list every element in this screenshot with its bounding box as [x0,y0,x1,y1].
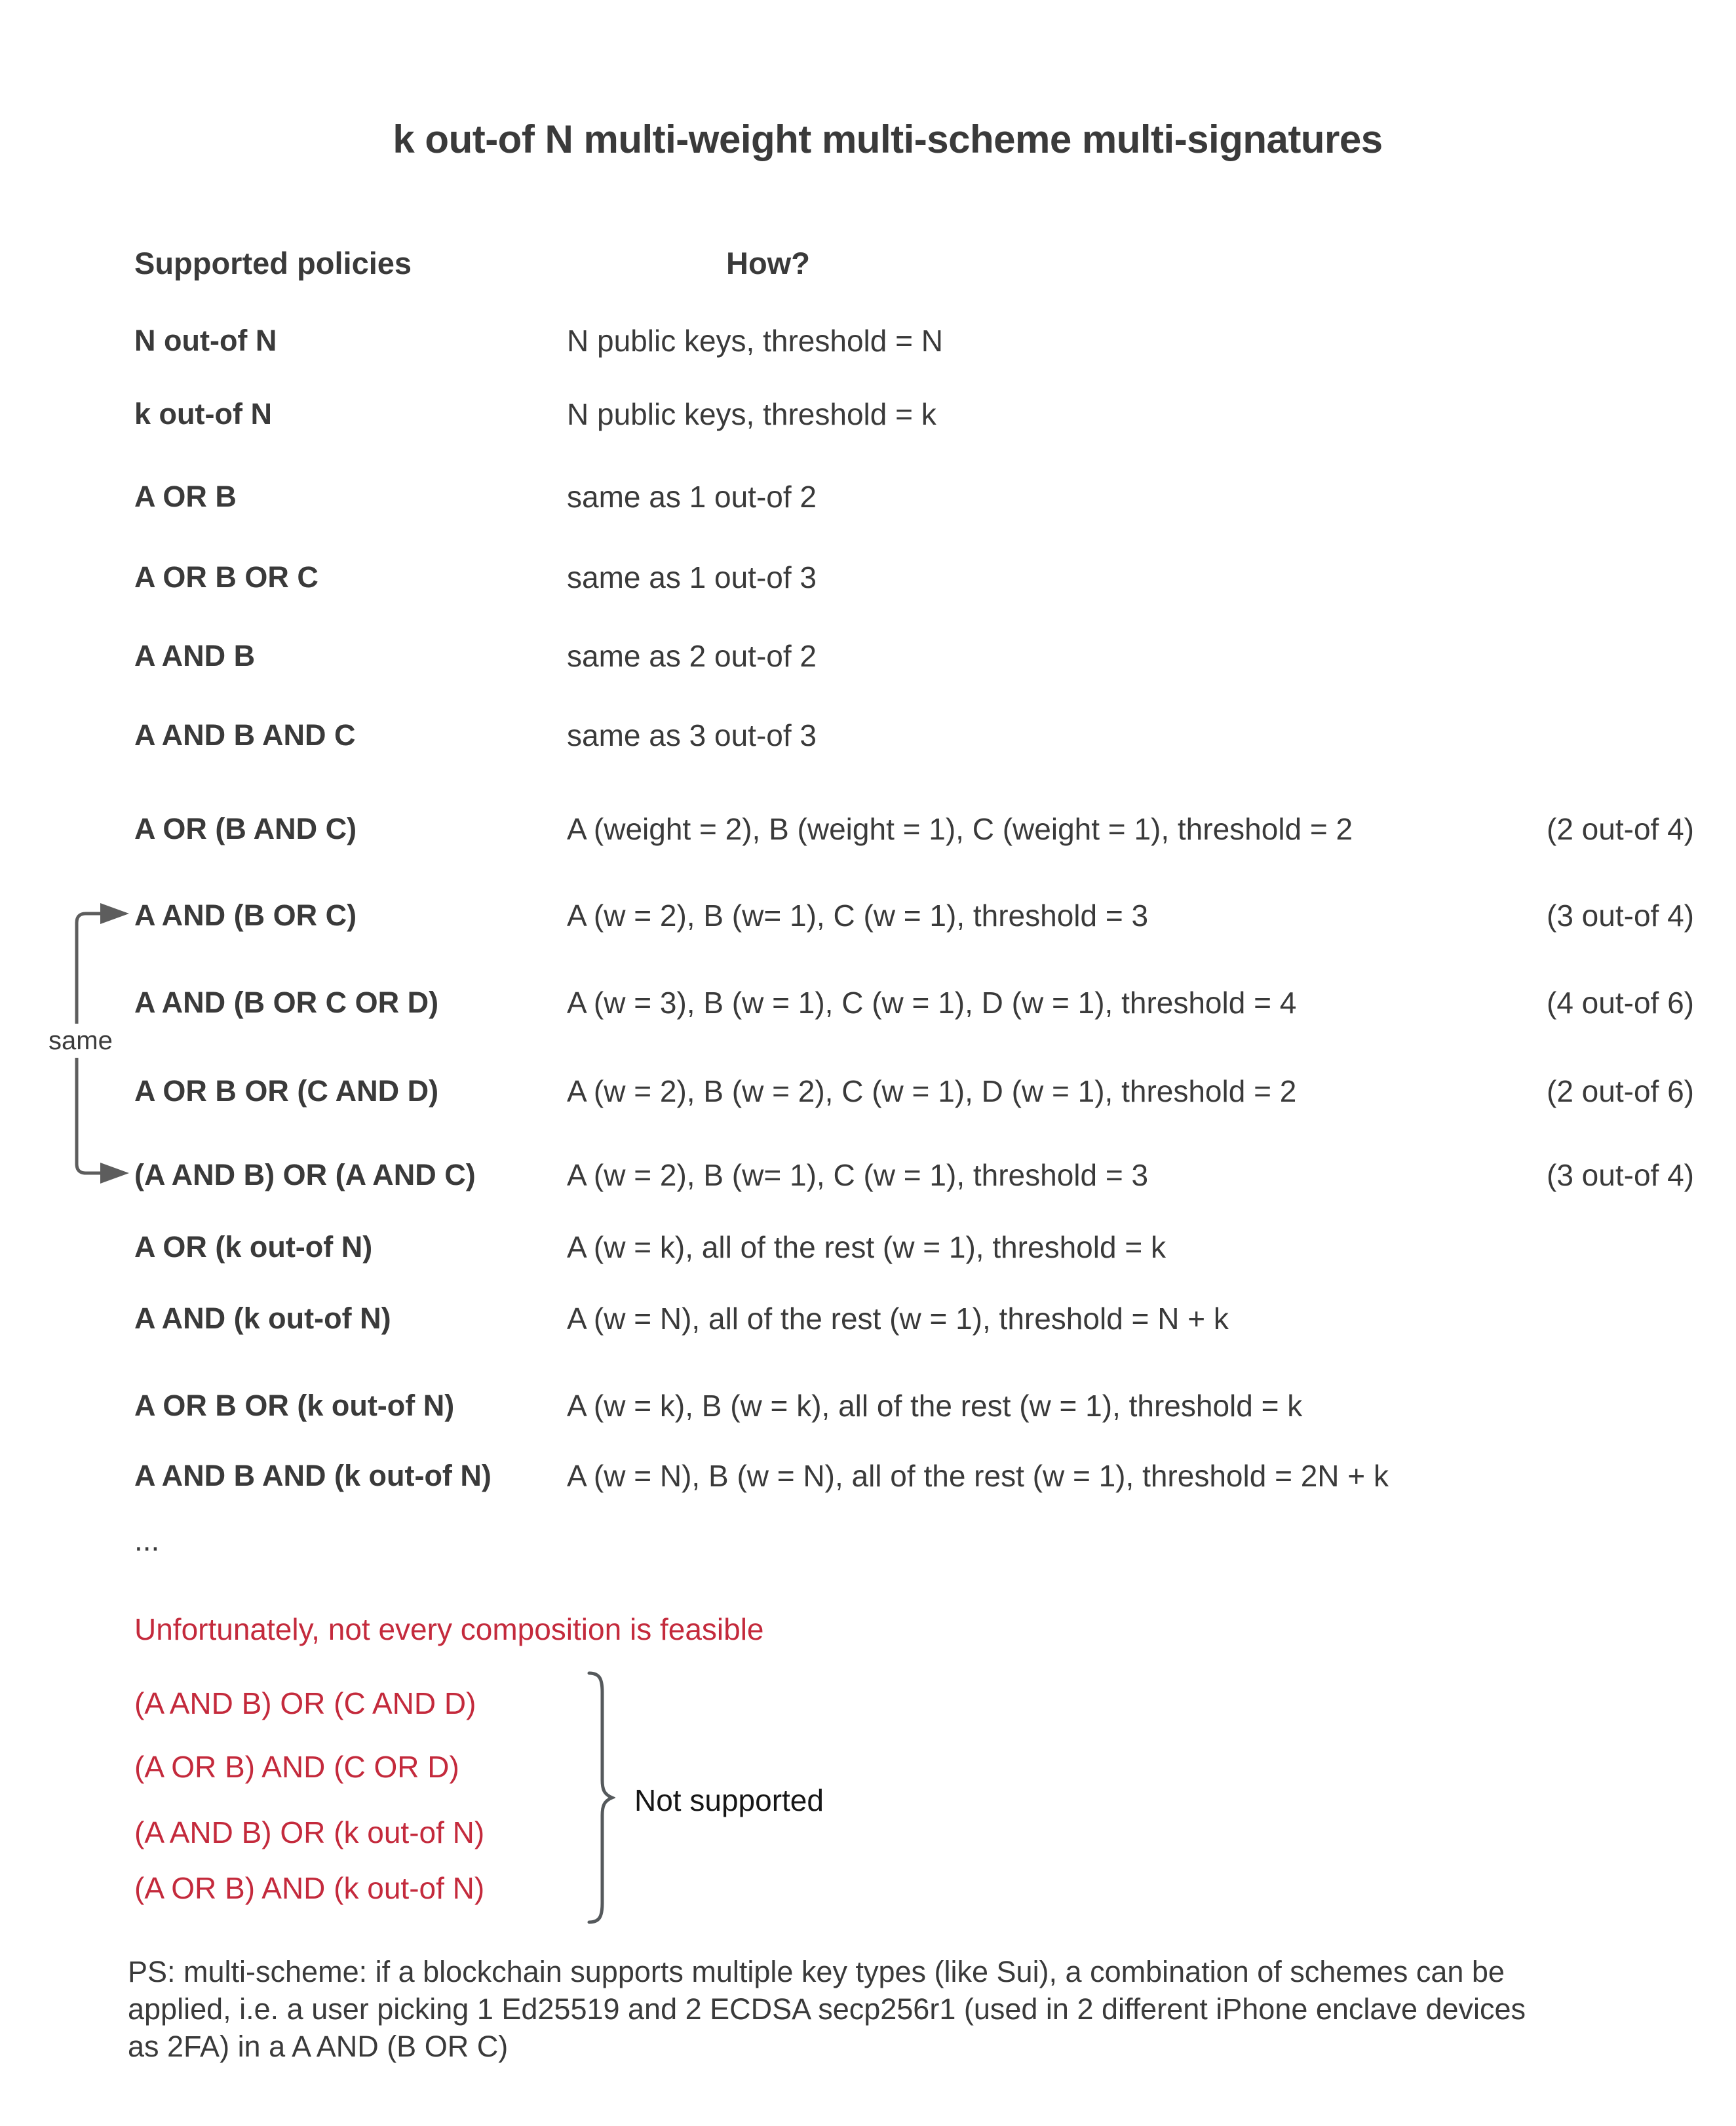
policy-equivalent: (3 out-of 4) [1547,899,1694,933]
policy-label: A OR (k out-of N) [134,1230,373,1264]
policy-how-text: A (w = 3), B (w = 1), C (w = 1), D (w = 1), threshold = 4 [567,986,1297,1020]
policy-label: N out-of N [134,324,277,357]
policy-equivalent: (2 out-of 6) [1547,1074,1694,1108]
policy-how-text: N public keys, threshold = k [567,397,936,431]
policy-equivalent: (3 out-of 4) [1547,1158,1694,1192]
policy-row [0,716,1736,755]
policy-label: A AND (k out-of N) [134,1302,391,1335]
column-header-supported-policies: Supported policies [134,246,412,280]
policy-label: A AND B [134,639,256,672]
policy-how-text: A (w = N), B (w = N), all of the rest (w = 1), threshold = 2N + k [567,1459,1389,1493]
policy-label: A AND (B OR C OR D) [134,986,439,1019]
policy-label: A AND B AND C [134,718,356,752]
infeasible-heading: Unfortunately, not every composition is feasible [134,1612,764,1646]
policy-row [0,809,1736,849]
curly-brace-icon [585,1671,615,1924]
policy-how-text: same as 1 out-of 3 [567,560,817,594]
policy-label: A OR B OR (k out-of N) [134,1389,455,1422]
infeasible-item: (A AND B) OR (C AND D) [134,1686,476,1720]
policy-row [0,1155,1736,1195]
policy-label: k out-of N [134,397,272,431]
policy-how-text: same as 2 out-of 2 [567,639,817,673]
ps-line: PS: multi-scheme: if a blockchain supports multiple key types (like Sui), a combination of schemes can be [128,1955,1505,1988]
infeasible-item: (A OR B) AND (k out-of N) [134,1871,485,1905]
policy-label: A AND (B OR C) [134,899,357,932]
policy-row [0,636,1736,676]
policy-label: A OR (B AND C) [134,812,357,845]
policy-how-text: A (w = 2), B (w = 2), C (w = 1), D (w = 1), threshold = 2 [567,1074,1297,1108]
policy-how-text: same as 1 out-of 2 [567,480,817,514]
policy-how-text: same as 3 out-of 3 [567,718,817,752]
policy-how-text: A (w = k), B (w = k), all of the rest (w = 1), threshold = k [567,1389,1303,1423]
policy-row [0,477,1736,516]
infeasible-item: (A AND B) OR (k out-of N) [134,1815,485,1849]
ps-note [128,1953,1701,2065]
policy-label: A AND B AND (k out-of N) [134,1459,492,1492]
policy-label: A OR B OR (C AND D) [134,1074,439,1108]
policy-row [0,983,1736,1022]
policy-row [0,395,1736,434]
page-title: k out-of N multi-weight multi-scheme multi-signatures [393,117,1383,161]
policy-equivalent: (2 out-of 4) [1547,812,1694,846]
policy-row [0,558,1736,597]
policy-how-text: A (weight = 2), B (weight = 1), C (weight = 1), threshold = 2 [567,812,1353,846]
column-header-how: How? [726,246,810,280]
policy-how-text: A (w = N), all of the rest (w = 1), threshold = N + k [567,1302,1229,1336]
policy-row [0,1386,1736,1425]
policy-row [0,1299,1736,1338]
not-supported-label: Not supported [634,1783,824,1817]
policy-row [0,896,1736,935]
infeasible-item: (A OR B) AND (C OR D) [134,1750,459,1784]
policy-label: (A AND B) OR (A AND C) [134,1158,476,1191]
policy-row [0,1227,1736,1267]
policy-row [0,1456,1736,1496]
policy-row [0,321,1736,360]
policy-label: A OR B [134,480,237,513]
policy-how-text: N public keys, threshold = N [567,324,943,358]
policy-equivalent: (4 out-of 6) [1547,986,1694,1020]
ps-line: as 2FA) in a A AND (B OR C) [128,2030,509,2063]
ps-line: applied, i.e. a user picking 1 Ed25519 and 2 ECDSA secp256r1 (used in 2 different iPhone enclave devices [128,1992,1526,2026]
policy-how-text: A (w = 2), B (w= 1), C (w = 1), threshold = 3 [567,1158,1149,1192]
same-label: same [47,1024,113,1058]
table-ellipsis: ... [134,1523,160,1557]
policy-how-text: A (w = 2), B (w= 1), C (w = 1), threshold = 3 [567,899,1149,933]
policy-label: A OR B OR C [134,560,318,594]
policy-row [0,1072,1736,1111]
policy-how-text: A (w = k), all of the rest (w = 1), threshold = k [567,1230,1166,1264]
